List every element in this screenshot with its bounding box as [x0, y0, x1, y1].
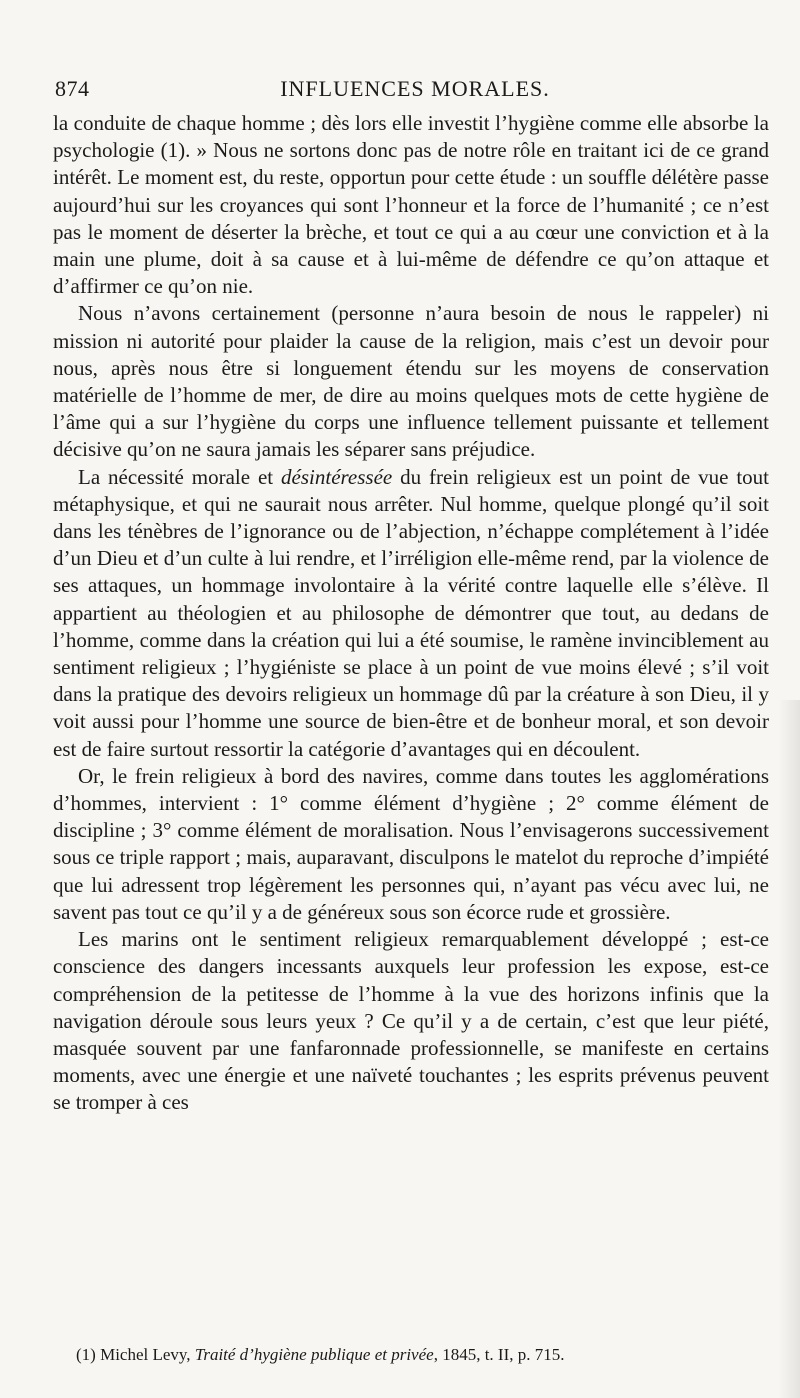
paragraph — [53, 464, 769, 763]
paragraph-text: La nécessité morale et — [78, 464, 282, 489]
page-number: 874 — [55, 76, 90, 101]
paragraph-continuation: la conduite de chaque homme ; dès lors elle investit l’hygiène comme elle absorbe la psychologie (1). » Nous ne sortons donc pas de notre rôle en traitant ici de ce grand intérêt. Le moment est, du reste, opportun pour cette étude : un souffle délétère passe aujourd’hui sur les croyances qui sont l’honneur et la force de l’humanité ; ce n’est pas le moment de déserter la brèche, et tout ce qui a au cœur une conviction et à la main une plume, doit à sa cause et à lui-même de défendre ce qu’on attaque et d’affirmer ce qu’on nie. — [53, 111, 769, 299]
footnote-author: Michel Levy, — [95, 1345, 195, 1364]
page-edge-shadow — [778, 700, 800, 1398]
footnote-details: , 1845, t. II, p. 715. — [433, 1345, 565, 1364]
footnote — [76, 1344, 756, 1366]
paragraph-text: du frein religieux est un point de vue tout métaphysique, et qui ne saurait nous arrêter. Nul homme, quelque plongé qu’il soit dans les ténèbres de l’ignorance ou de l’abjection, n’échappe complétement à l’idée d’un Dieu et d’un culte à lui rendre, et l’irréligion elle-même rend, par la violence de ses attaques, un hommage involontaire à la vérité contre laquelle elle s’élève. Il appartient au théologien et au philosophe de démontrer que tout, au dedans de l’homme, comme dans la création qui lui a été soumise, le ramène invinciblement au sentiment religieux ; l’hygiéniste se place à un point de vue moins élevé ; s’il voit dans la pratique des devoirs religieux un hommage dû par la créature à son Dieu, il y voit aussi pour l’homme une source de bien-être et de bonheur moral, et son devoir est de faire surtout ressortir la catégorie d’avantages qui en découlent. — [53, 464, 769, 761]
paragraph: Or, le frein religieux à bord des navires, comme dans toutes les agglomérations d’hommes, intervient : 1° comme élément d’hygiène ; 2° comme élément de discipline ; 3° comme élément de moralisation. Nous l’envisagerons successivement sous ce triple rapport ; mais, auparavant, disculpons le matelot du reproche d’impiété que lui adressent trop légèrement les personnes qui, n’ayant pas vécu avec lui, ne savent pas tout ce qu’il y a de généreux sous son écorce rude et grossière. — [53, 763, 769, 924]
paragraph: Les marins ont le sentiment religieux remarquablement développé ; est-ce conscience des dangers incessants auxquels leur profession les expose, est-ce compréhension de la petitesse de l’homme à la vue des horizons infinis que la navigation déroule sous leurs yeux ? Ce qu’il y a de certain, c’est que leur piété, masquée souvent par une fanfaronnade professionnelle, se manifeste en certains moments, avec une énergie et une naïveté touchantes ; les esprits prévenus peuvent se tromper à ces — [53, 927, 769, 1115]
running-title: INFLUENCES MORALES. — [280, 76, 550, 101]
footnote-marker: (1) — [76, 1345, 96, 1364]
footnote-title: Traité d’hygiène publique et privée — [194, 1345, 434, 1364]
body-text — [53, 110, 769, 1117]
running-head — [55, 76, 775, 106]
paragraph: Nous n’avons certainement (personne n’aura besoin de nous le rappeler) ni mission ni autorité pour plaider la cause de la religion, mais c’est un devoir pour nous, après nous être si longuement étendu sur les moyens de conservation matérielle de l’homme de mer, de dire au moins quelques mots de cette hygiène de l’âme qui a sur l’hygiène du corps une influence tellement puissante et tellement décisive qu’on ne saura jamais les séparer sans préjudice. — [53, 301, 769, 462]
emphasis-text: désintéressée — [281, 464, 393, 489]
